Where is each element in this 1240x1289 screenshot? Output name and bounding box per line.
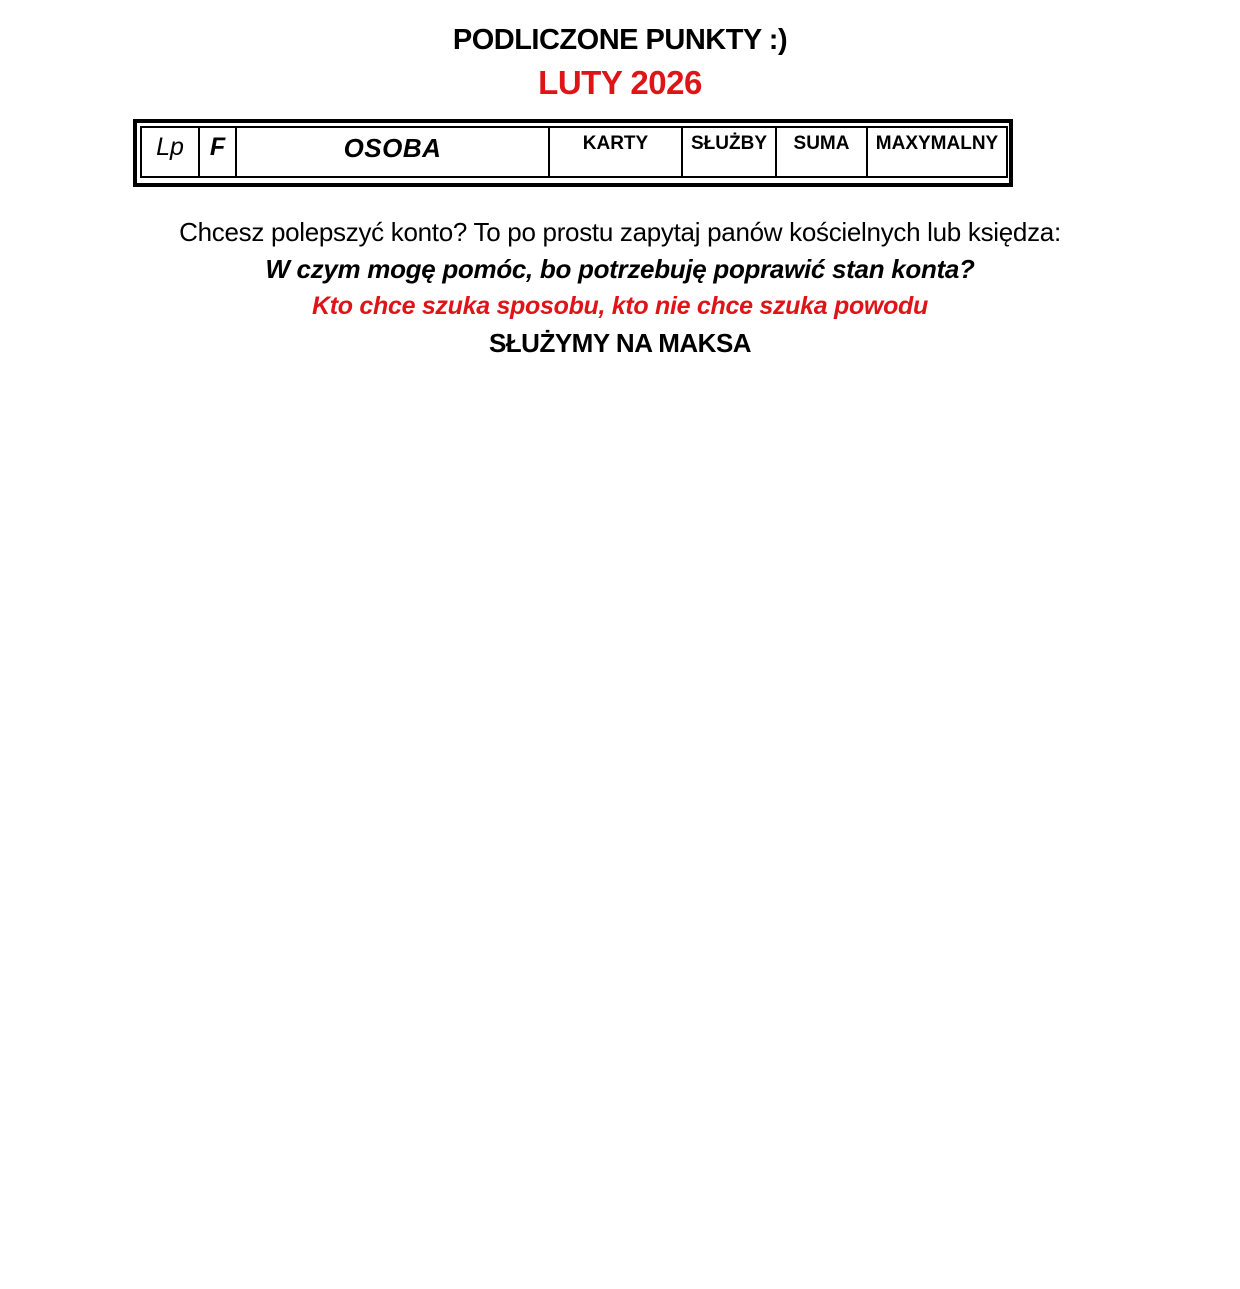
header-lp: Lp [141, 127, 199, 177]
header-maxymalny: MAXYMALNY [867, 127, 1007, 177]
table-header [140, 126, 1008, 178]
footer-line-motto: Kto chce szuka sposobu, kto nie chce szuka powodu [312, 292, 928, 320]
header-osoba: OSOBA [236, 127, 549, 177]
header-f: F [199, 127, 236, 177]
header-suma: SUMA [776, 127, 867, 177]
header-karty: KARTY [549, 127, 682, 177]
footer-line-question: Chcesz polepszyć konto? To po prostu zapytaj panów kościelnych lub księdza: [179, 217, 1061, 247]
header-sluzby: SŁUŻBY [682, 127, 776, 177]
footer-line-quote: W czym mogę pomóc, bo potrzebuję poprawić stan konta? [265, 254, 975, 284]
footer-line-slogan: SŁUŻYMY NA MAKSA [488, 328, 752, 358]
page-title: PODLICZONE PUNKTY :) [452, 24, 788, 56]
page-subtitle: LUTY 2026 [538, 64, 702, 101]
points-table [133, 119, 1013, 187]
footer [0, 213, 1240, 362]
header-row [141, 127, 1007, 177]
